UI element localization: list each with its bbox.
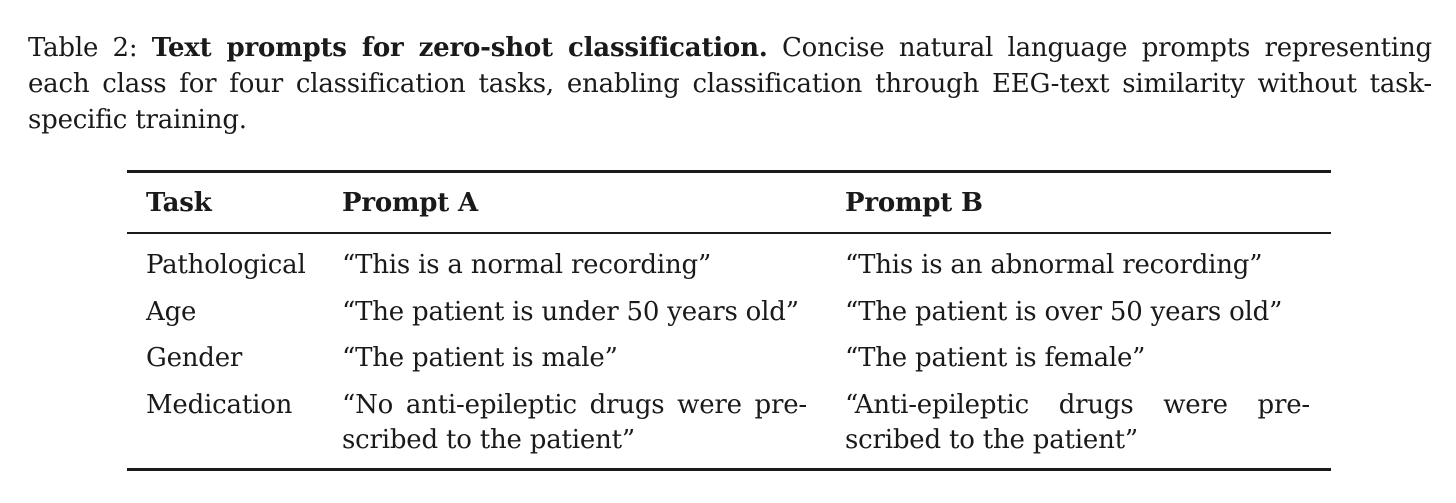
row-prompt-a: “The patient is male” bbox=[342, 343, 618, 373]
header-task: Task bbox=[146, 188, 212, 218]
header-prompt-a: Prompt A bbox=[342, 188, 478, 218]
row-prompt-b: “The patient is over 50 years old” bbox=[845, 297, 1283, 327]
table-top-rule bbox=[127, 170, 1331, 173]
row-prompt-a: “The patient is under 50 years old” bbox=[342, 297, 799, 327]
row-task: Medication bbox=[146, 390, 293, 420]
row-prompt-b: “This is an abnormal recording” bbox=[845, 250, 1263, 280]
row-prompt-a: “No anti-epileptic drugs were pre-scribed to the patient” bbox=[342, 390, 807, 455]
table-header-rule bbox=[127, 232, 1331, 234]
row-prompt-b: “Anti-epileptic drugs were pre-scribed to the patient” bbox=[845, 390, 1310, 455]
header-prompt-b: Prompt B bbox=[845, 188, 983, 218]
row-prompt-a: “This is a normal recording” bbox=[342, 250, 712, 280]
row-task: Pathological bbox=[146, 250, 306, 280]
table-caption bbox=[28, 30, 1432, 138]
caption-label: Table 2: bbox=[28, 33, 138, 63]
table-bottom-rule bbox=[127, 468, 1331, 471]
row-task: Age bbox=[146, 297, 197, 327]
caption-title: Text prompts for zero-shot classification. bbox=[151, 33, 768, 63]
row-prompt-b: “The patient is female” bbox=[845, 343, 1146, 373]
caption-body: Concise natural language prompts representing each class for four classification tasks, enabling classification through EEG-text similarity without task-specific training. bbox=[28, 33, 1432, 135]
row-task: Gender bbox=[146, 343, 243, 373]
